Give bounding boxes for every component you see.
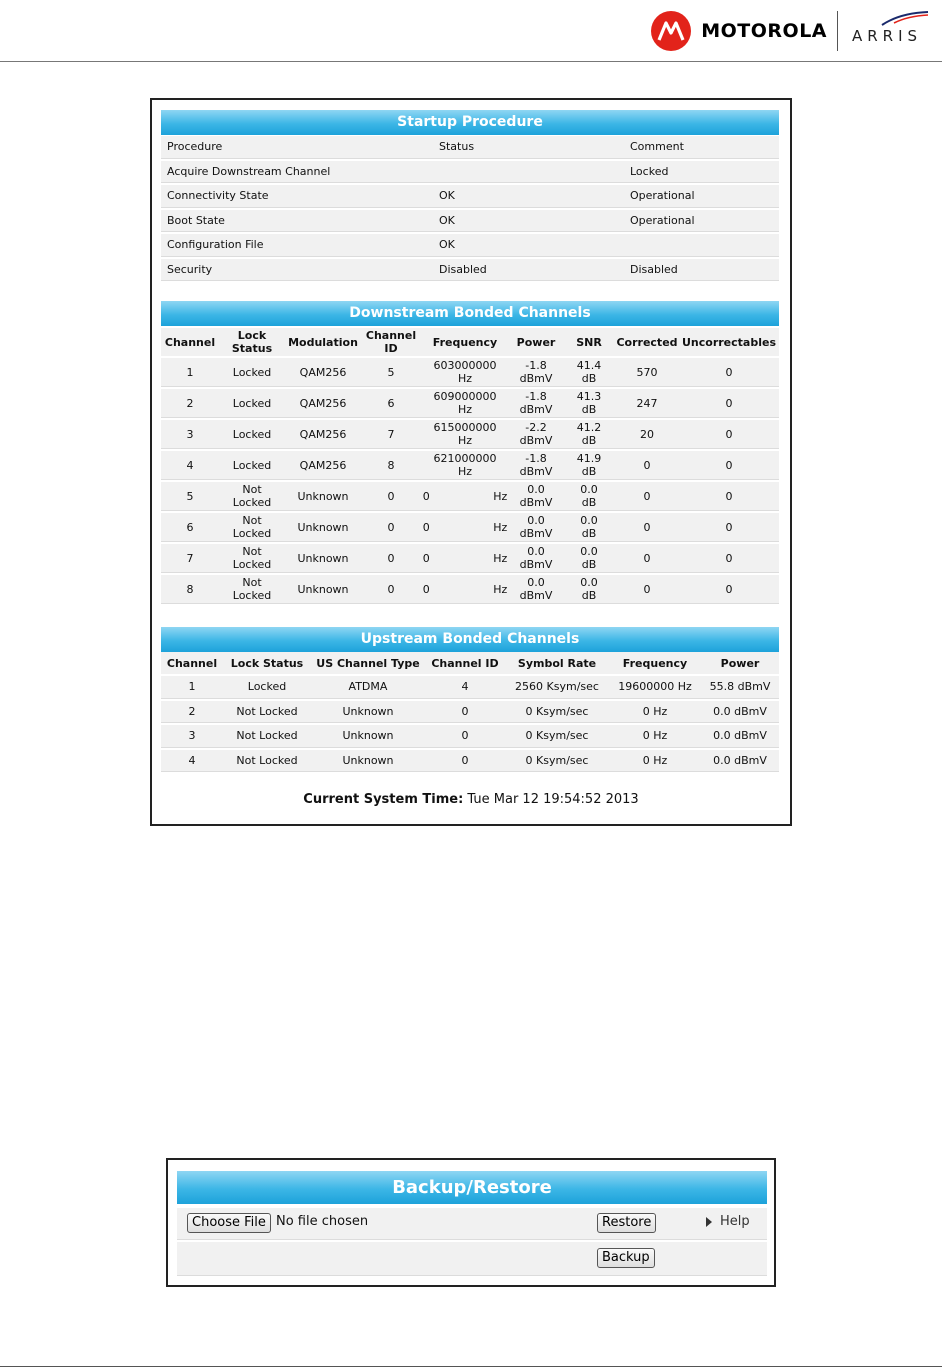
table-cell: -2.2 dBmV: [509, 420, 563, 449]
table-cell: OK: [433, 234, 624, 257]
column-header: Comment: [624, 136, 779, 159]
table-cell: Unknown: [311, 701, 425, 724]
startup-procedure-table: [161, 134, 779, 283]
table-cell: 0 Ksym/sec: [505, 750, 609, 773]
table-cell: Unknown: [285, 544, 361, 573]
table-cell: 8: [361, 451, 421, 480]
table-cell: Security: [161, 259, 433, 282]
upstream-channels-title: Upstream Bonded Channels: [161, 627, 779, 652]
table-cell: -1.8 dBmV: [509, 451, 563, 480]
table-cell: 41.4 dB: [563, 358, 615, 387]
table-row: [161, 234, 779, 257]
table-cell: 609000000 Hz: [421, 389, 509, 418]
restore-row: [177, 1208, 767, 1240]
table-cell: 2: [161, 701, 223, 724]
table-cell: 0: [679, 358, 779, 387]
table-cell: 2560 Ksym/sec: [505, 676, 609, 699]
table-row: [161, 575, 779, 604]
table-cell: 0: [615, 513, 679, 542]
column-header: Symbol Rate: [505, 652, 609, 674]
table-cell: Locked: [219, 420, 285, 449]
table-row: [161, 161, 779, 184]
table-cell: 0 Hz: [421, 544, 509, 573]
table-cell: QAM256: [285, 420, 361, 449]
table-row: [161, 451, 779, 480]
table-cell: 0 Ksym/sec: [505, 725, 609, 748]
table-cell: 0: [425, 725, 505, 748]
table-cell: 3: [161, 420, 219, 449]
system-time-label: Current System Time:: [303, 792, 464, 807]
brand-logos: [651, 10, 932, 52]
table-cell: 247: [615, 389, 679, 418]
table-cell: 0 Hz: [421, 575, 509, 604]
column-header: Uncorrectables: [679, 328, 779, 356]
table-cell: 621000000 Hz: [421, 451, 509, 480]
triangle-right-icon: [706, 1217, 712, 1227]
help-link[interactable]: [706, 1214, 750, 1229]
downstream-channels-title: Downstream Bonded Channels: [161, 301, 779, 326]
column-header: Corrected: [615, 328, 679, 356]
table-cell: Acquire Downstream Channel: [161, 161, 433, 184]
column-header: Channel: [161, 328, 219, 356]
column-header: Channel: [161, 652, 223, 674]
table-cell: 0: [679, 544, 779, 573]
table-row: [161, 725, 779, 748]
table-cell: Not Locked: [219, 544, 285, 573]
help-label: Help: [720, 1214, 750, 1229]
table-cell: 0: [679, 389, 779, 418]
table-cell: Not Locked: [223, 701, 311, 724]
table-cell: 0: [615, 544, 679, 573]
table-cell: 7: [161, 544, 219, 573]
table-cell: OK: [433, 210, 624, 233]
table-cell: 4: [161, 750, 223, 773]
table-row: [161, 389, 779, 418]
column-header: Power: [509, 328, 563, 356]
column-header: Frequency: [609, 652, 701, 674]
table-row: [161, 482, 779, 511]
table-cell: Boot State: [161, 210, 433, 233]
downstream-header-row: [161, 328, 779, 356]
table-row: [161, 185, 779, 208]
table-row: [161, 513, 779, 542]
table-cell: Unknown: [285, 575, 361, 604]
table-cell: 6: [161, 513, 219, 542]
no-file-chosen-text: No file chosen: [276, 1214, 369, 1229]
table-cell: 0: [361, 544, 421, 573]
document-header: [0, 0, 942, 62]
table-row: [161, 676, 779, 699]
table-cell: 41.3 dB: [563, 389, 615, 418]
table-cell: 0 Hz: [609, 725, 701, 748]
backup-restore-panel: [166, 1158, 776, 1287]
table-cell: 4: [425, 676, 505, 699]
table-cell: [624, 234, 779, 257]
table-cell: 0: [615, 482, 679, 511]
table-cell: Unknown: [285, 513, 361, 542]
table-row: [161, 358, 779, 387]
table-cell: 0: [361, 482, 421, 511]
table-cell: 0.0 dBmV: [701, 725, 779, 748]
table-cell: 55.8 dBmV: [701, 676, 779, 699]
motorola-logo-icon: [651, 11, 691, 51]
table-cell: 0: [679, 451, 779, 480]
status-panel: [150, 98, 792, 826]
table-row: [161, 750, 779, 773]
table-cell: 0.0 dB: [563, 544, 615, 573]
table-cell: 0: [425, 701, 505, 724]
logo-divider: [837, 11, 838, 51]
table-cell: 570: [615, 358, 679, 387]
table-cell: 3: [161, 725, 223, 748]
motorola-wordmark: MOTOROLA: [701, 20, 827, 42]
table-cell: Locked: [219, 451, 285, 480]
system-time-value: Tue Mar 12 19:54:52 2013: [467, 792, 639, 807]
table-cell: 41.2 dB: [563, 420, 615, 449]
table-cell: 0 Hz: [421, 513, 509, 542]
table-row: [161, 259, 779, 282]
downstream-channels-table: [161, 326, 779, 606]
table-cell: 603000000 Hz: [421, 358, 509, 387]
table-cell: 20: [615, 420, 679, 449]
table-cell: 0.0 dBmV: [509, 482, 563, 511]
table-cell: Not Locked: [219, 575, 285, 604]
column-header: Status: [433, 136, 624, 159]
table-cell: Configuration File: [161, 234, 433, 257]
table-cell: Locked: [219, 389, 285, 418]
table-cell: 0: [615, 451, 679, 480]
table-cell: Unknown: [285, 482, 361, 511]
column-header: Channel ID: [425, 652, 505, 674]
table-cell: QAM256: [285, 389, 361, 418]
document-footer-line: [0, 1366, 942, 1367]
table-cell: Not Locked: [223, 750, 311, 773]
table-row: [161, 420, 779, 449]
table-cell: Operational: [624, 185, 779, 208]
table-cell: OK: [433, 185, 624, 208]
table-row: [161, 544, 779, 573]
table-cell: Disabled: [624, 259, 779, 282]
table-cell: 0.0 dB: [563, 482, 615, 511]
column-header: Procedure: [161, 136, 433, 159]
column-header: Lock Status: [219, 328, 285, 356]
table-cell: 0: [679, 420, 779, 449]
table-cell: 1: [161, 358, 219, 387]
column-header: Power: [701, 652, 779, 674]
table-cell: 7: [361, 420, 421, 449]
current-system-time: [152, 792, 790, 807]
table-cell: 0: [679, 575, 779, 604]
startup-procedure-title: Startup Procedure: [161, 110, 779, 135]
column-header: SNR: [563, 328, 615, 356]
table-cell: Locked: [223, 676, 311, 699]
table-cell: Connectivity State: [161, 185, 433, 208]
backup-restore-title: Backup/Restore: [177, 1171, 767, 1204]
table-cell: Operational: [624, 210, 779, 233]
table-cell: 0.0 dBmV: [701, 750, 779, 773]
table-cell: 5: [161, 482, 219, 511]
backup-button[interactable]: Backup: [597, 1248, 655, 1268]
column-header: Channel ID: [361, 328, 421, 356]
table-cell: Unknown: [311, 725, 425, 748]
upstream-header-row: [161, 652, 779, 674]
backup-row: [177, 1242, 767, 1276]
table-row: [161, 701, 779, 724]
table-cell: 8: [161, 575, 219, 604]
table-cell: 0: [615, 575, 679, 604]
table-cell: 19600000 Hz: [609, 676, 701, 699]
column-header: Frequency: [421, 328, 509, 356]
table-cell: 0.0 dBmV: [509, 513, 563, 542]
table-cell: ATDMA: [311, 676, 425, 699]
table-cell: 0 Hz: [421, 482, 509, 511]
table-cell: 0.0 dB: [563, 513, 615, 542]
table-row: [161, 210, 779, 233]
table-cell: QAM256: [285, 451, 361, 480]
table-cell: 0 Hz: [609, 701, 701, 724]
table-cell: 0.0 dB: [563, 575, 615, 604]
table-cell: 0: [679, 513, 779, 542]
table-cell: Not Locked: [223, 725, 311, 748]
table-cell: 0: [425, 750, 505, 773]
table-cell: 0.0 dBmV: [701, 701, 779, 724]
table-cell: 0: [361, 513, 421, 542]
table-cell: QAM256: [285, 358, 361, 387]
table-cell: -1.8 dBmV: [509, 358, 563, 387]
table-cell: 6: [361, 389, 421, 418]
table-cell: -1.8 dBmV: [509, 389, 563, 418]
restore-button[interactable]: Restore: [597, 1213, 656, 1233]
table-cell: Disabled: [433, 259, 624, 282]
table-cell: 2: [161, 389, 219, 418]
table-cell: Locked: [219, 358, 285, 387]
table-cell: 0: [679, 482, 779, 511]
table-cell: Unknown: [311, 750, 425, 773]
table-cell: 0 Hz: [609, 750, 701, 773]
column-header: US Channel Type: [311, 652, 425, 674]
arris-logo: [850, 11, 932, 51]
table-cell: 0.0 dBmV: [509, 575, 563, 604]
table-cell: 41.9 dB: [563, 451, 615, 480]
table-cell: Not Locked: [219, 482, 285, 511]
upstream-channels-table: [161, 650, 779, 774]
table-cell: [433, 161, 624, 184]
table-cell: 615000000 Hz: [421, 420, 509, 449]
table-cell: 0 Ksym/sec: [505, 701, 609, 724]
table-cell: Locked: [624, 161, 779, 184]
choose-file-button[interactable]: Choose File: [187, 1213, 271, 1233]
table-cell: 1: [161, 676, 223, 699]
startup-header-row: [161, 136, 779, 159]
table-cell: 5: [361, 358, 421, 387]
arris-swoosh-icon: [880, 11, 930, 27]
column-header: Lock Status: [223, 652, 311, 674]
table-cell: 0.0 dBmV: [509, 544, 563, 573]
column-header: Modulation: [285, 328, 361, 356]
table-cell: 0: [361, 575, 421, 604]
table-cell: 4: [161, 451, 219, 480]
table-cell: Not Locked: [219, 513, 285, 542]
arris-wordmark: ARRIS: [852, 27, 923, 45]
